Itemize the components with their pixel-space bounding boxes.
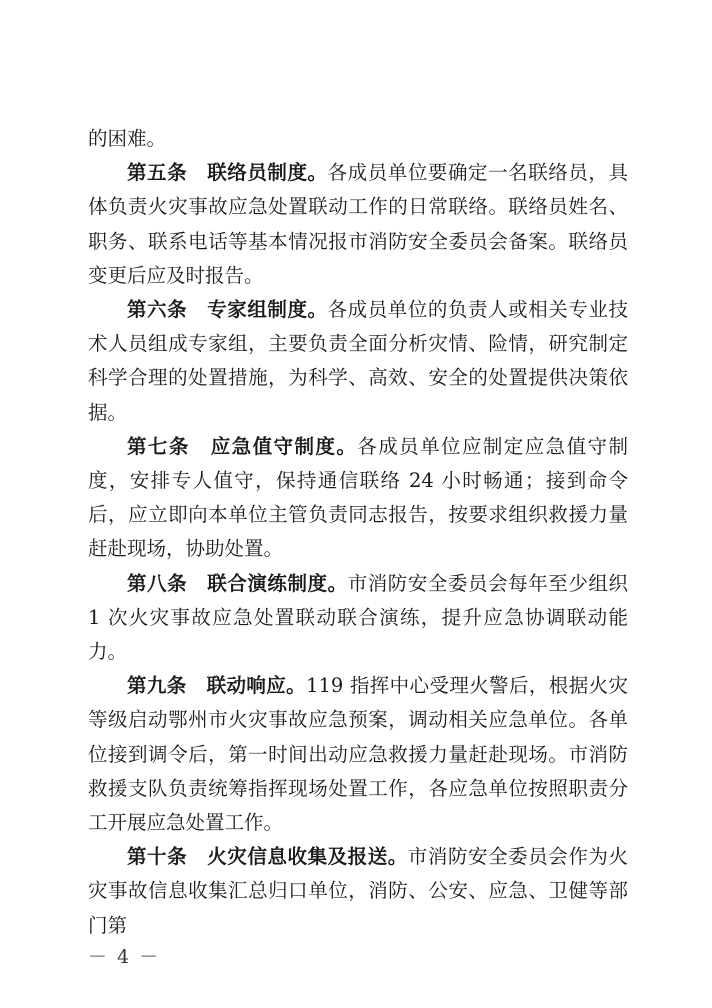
article-text: 各成员单位要确定一名联络员，具体负责火灾事故应急处置联动工作的日常联络。联络员姓名、职务、联系电话等基本情况报市消防安全委员会备案。联络员变更后应及时报告。 [88,161,628,287]
document-body [88,122,628,943]
article-title: 联合演练制度。 [206,571,348,595]
article-number: 第九条 [127,674,187,698]
article-number: 第十条 [127,845,188,869]
page-number: － 4 － [88,946,161,968]
article-title: 火灾信息收集及报送。 [206,845,408,869]
article-9 [88,669,628,840]
article-text: 119 指挥中心受理火警后，根据火灾等级启动鄂州市火灾事故应急预案，调动相关应急单位。各单位接到调令后，第一时间出动应急救援力量赶赴现场。市消防救援支队负责统筹指挥现场处置工作，各应急单位按照职责分工开展应急处置工作。 [88,674,628,835]
article-text: 各成员单位应制定应急值守制度，安排专人值守，保持通信联络 24 小时畅通；接到命令后，应立即向本单位主管负责同志报告，按要求组织救援力量赶赴现场，协助处置。 [88,434,628,561]
paragraph-text: 的困难。 [88,127,167,150]
article-title: 联络员制度。 [206,161,328,185]
article-10 [88,840,628,943]
article-7 [88,430,628,567]
paragraph-continuation [88,122,628,156]
article-number: 第五条 [127,161,188,185]
article-number: 第八条 [127,571,188,595]
article-8 [88,567,628,670]
article-title: 联动响应。 [206,674,307,698]
article-number: 第七条 [127,434,190,458]
article-title: 应急值守制度。 [209,434,358,458]
article-6 [88,293,628,430]
article-title: 专家组制度。 [206,298,328,322]
article-number: 第六条 [127,298,188,322]
article-5 [88,156,628,293]
article-text: 各成员单位的负责人或相关专业技术人员组成专家组，主要负责全面分析灾情、险情，研究制定科学合理的处置措施，为科学、高效、安全的处置提供决策依据。 [88,298,628,424]
article-text: 市消防安全委员会每年至少组织 1 次火灾事故应急处置联动联合演练，提升应急协调联动能力。 [88,571,628,664]
article-text: 市消防安全委员会作为火灾事故信息收集汇总归口单位，消防、公安、应急、卫健等部门第 [88,845,628,937]
